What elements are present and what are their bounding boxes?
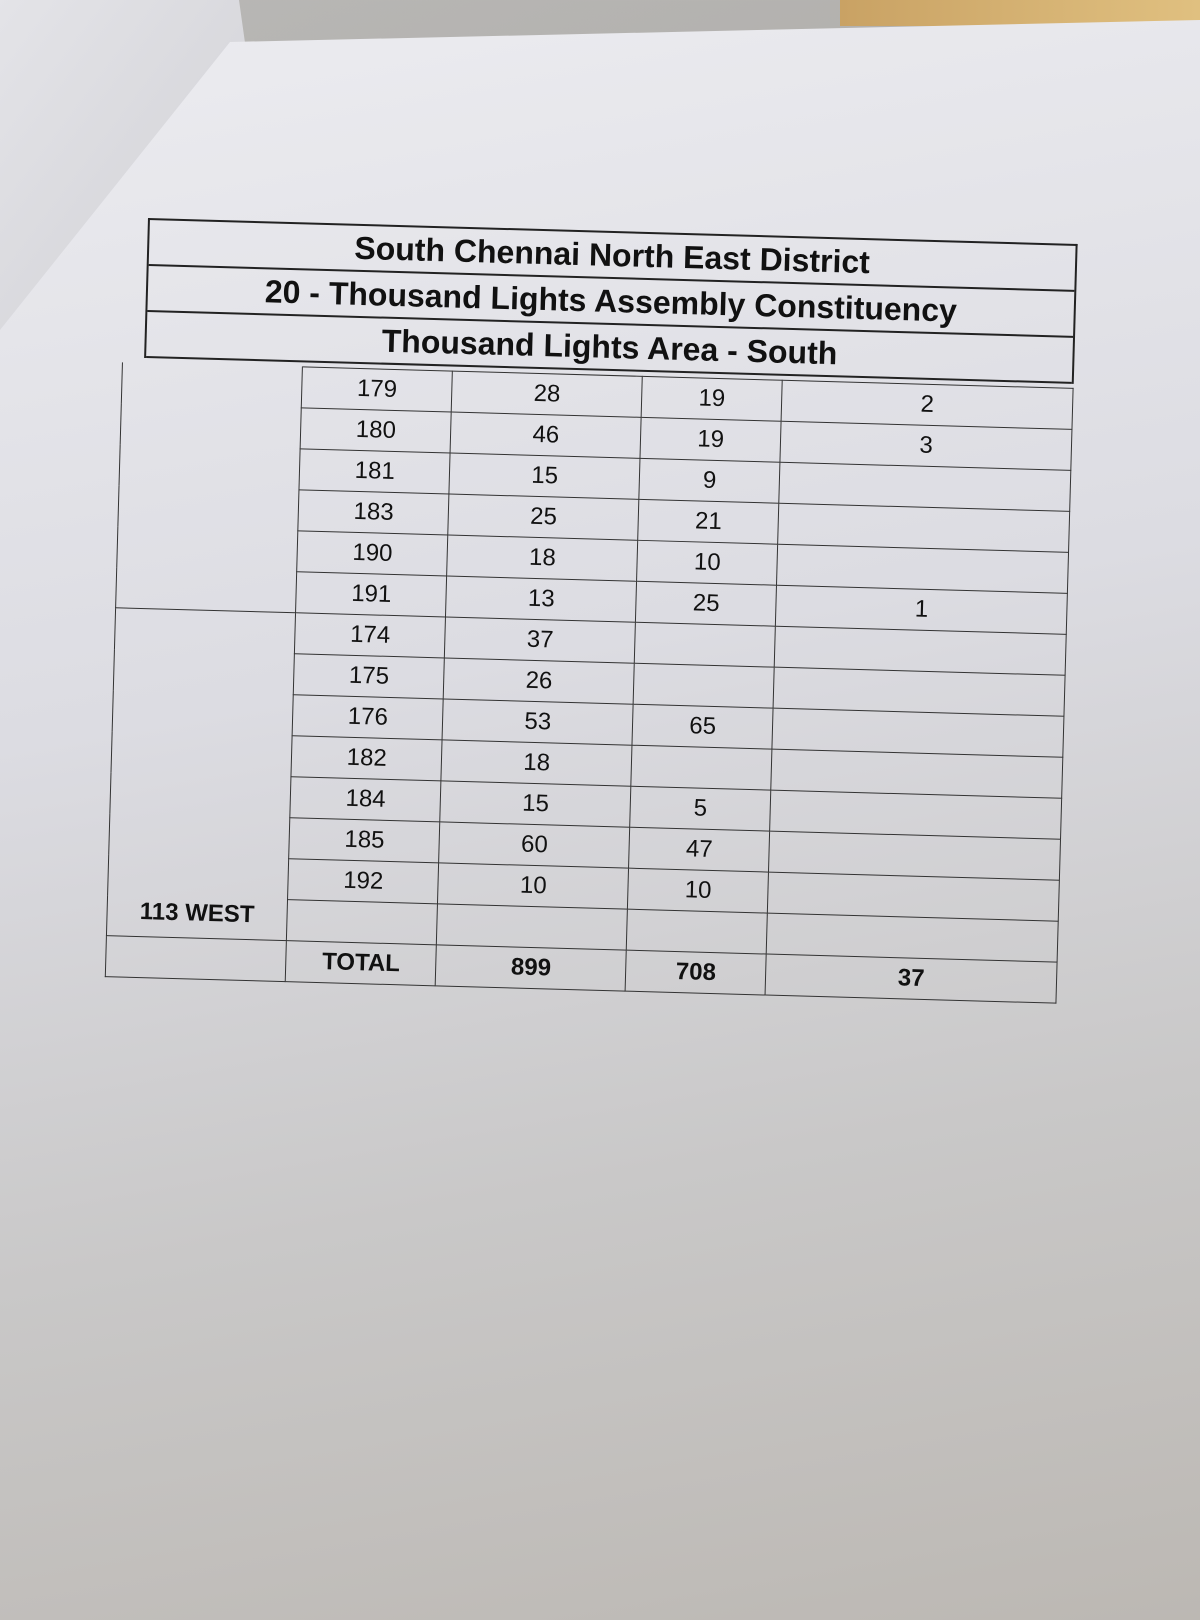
table-cell: 3 bbox=[780, 421, 1072, 470]
table-cell: 5 bbox=[630, 786, 771, 831]
header-box bbox=[144, 218, 1078, 384]
table-cell: 179 bbox=[301, 367, 452, 412]
table-cell: 19 bbox=[640, 417, 781, 462]
data-table bbox=[105, 361, 1074, 1003]
table-cell: 184 bbox=[290, 777, 441, 822]
total-col4: 37 bbox=[765, 954, 1057, 1003]
table-cell: 174 bbox=[294, 613, 445, 658]
table-cell: 2 bbox=[781, 380, 1073, 429]
table-cell: 10 bbox=[637, 540, 778, 585]
table-cell: 19 bbox=[641, 376, 782, 421]
table-cell: 9 bbox=[639, 458, 780, 503]
table-cell: 13 bbox=[446, 576, 637, 622]
total-label: TOTAL bbox=[285, 941, 436, 986]
table-cell: 15 bbox=[449, 453, 640, 499]
table-cell bbox=[286, 900, 437, 945]
region-cell-blank bbox=[116, 362, 303, 613]
table-cell: 190 bbox=[297, 531, 448, 576]
district-title: South Chennai North East District bbox=[149, 220, 1076, 292]
table-cell: 18 bbox=[447, 535, 638, 581]
table-cell: 182 bbox=[291, 736, 442, 781]
table-cell: 25 bbox=[636, 581, 777, 626]
constituency-title: 20 - Thousand Lights Assembly Constituency bbox=[147, 266, 1074, 338]
table-cell: 180 bbox=[300, 408, 451, 453]
table-cell: 185 bbox=[289, 818, 440, 863]
table-cell bbox=[626, 909, 767, 954]
total-col2: 899 bbox=[436, 945, 627, 991]
table-cell: 46 bbox=[450, 412, 641, 458]
table-cell: 18 bbox=[441, 740, 632, 786]
table-cell: 26 bbox=[444, 658, 635, 704]
table-cell: 183 bbox=[298, 490, 449, 535]
table-cell: 53 bbox=[442, 699, 633, 745]
table-cell: 28 bbox=[452, 371, 643, 417]
area-title: Thousand Lights Area - South bbox=[146, 312, 1073, 384]
total-col3: 708 bbox=[625, 950, 766, 995]
table-cell: 192 bbox=[288, 859, 439, 904]
table-cell: 191 bbox=[296, 572, 447, 617]
table-cell: 10 bbox=[628, 868, 769, 913]
table-cell: 37 bbox=[445, 617, 636, 663]
table-cell: 15 bbox=[440, 781, 631, 827]
document bbox=[127, 218, 1078, 1004]
table-cell: 10 bbox=[438, 863, 629, 909]
table-body bbox=[105, 362, 1073, 1003]
table-cell: 175 bbox=[293, 654, 444, 699]
region-label: 113 WEST bbox=[106, 608, 295, 941]
table-cell bbox=[633, 663, 774, 708]
table-cell: 176 bbox=[292, 695, 443, 740]
table-cell: 25 bbox=[448, 494, 639, 540]
table-cell: 65 bbox=[632, 704, 773, 749]
table-cell bbox=[631, 745, 772, 790]
table-cell: 60 bbox=[439, 822, 630, 868]
table-cell: 47 bbox=[629, 827, 770, 872]
table-cell: 21 bbox=[638, 499, 779, 544]
table-cell: 1 bbox=[776, 585, 1068, 634]
total-blank-cell bbox=[105, 936, 286, 982]
table-cell bbox=[634, 622, 775, 667]
table-cell: 181 bbox=[299, 449, 450, 494]
table-cell bbox=[437, 904, 628, 950]
